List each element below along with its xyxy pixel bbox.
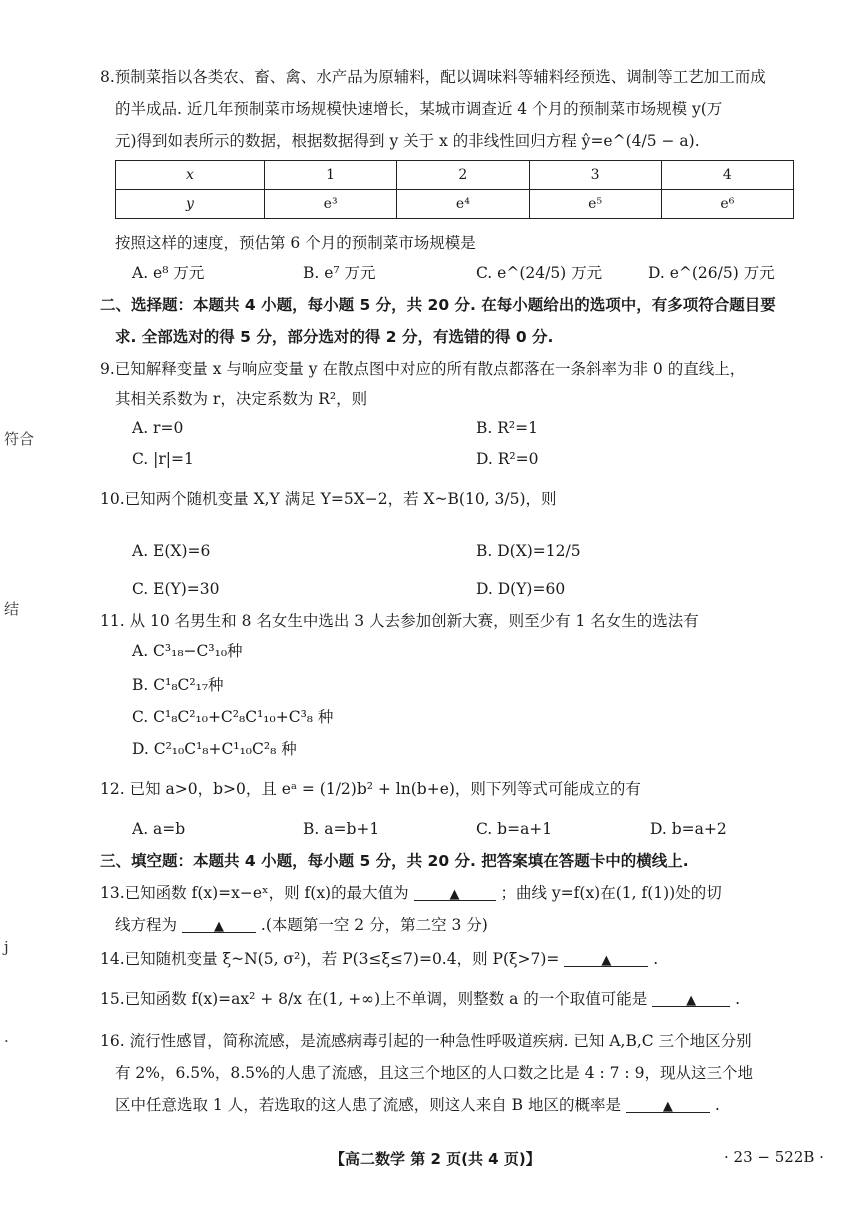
table-cell: e⁶	[661, 190, 793, 219]
q14-text-b: .	[653, 950, 659, 968]
table-cell: 4	[661, 161, 793, 190]
q11-option-c: C. C¹₈C²₁₀+C²₈C¹₁₀+C³₈ 种	[132, 708, 334, 726]
table-cell: e⁴	[397, 190, 529, 219]
q9-option-a: A. r=0	[132, 419, 184, 437]
blank-triangle-icon: ▲	[686, 993, 697, 1008]
table-cell: x	[116, 161, 265, 190]
q16-text-a: 区中任意选取 1 人，若选取的这人患了流感，则这人来自 B 地区的概率是	[115, 1096, 621, 1114]
blank-triangle-icon: ▲	[662, 1099, 673, 1114]
q9-line-2: 其相关系数为 r，决定系数为 R²，则	[115, 390, 368, 408]
q8-line-3: 元)得到如表所示的数据，根据数据得到 y 关于 x 的非线性回归方程 ŷ=e^(4/5 − a).	[115, 132, 700, 150]
answer-blank-13-1	[414, 882, 496, 901]
q14-line	[100, 948, 658, 970]
q10-option-d: D. D(Y)=60	[476, 580, 566, 598]
q13-text-b: ；曲线 y=f(x)在(1, f(1))处的切	[500, 884, 722, 902]
q8-line-2: 的半成品. 近几年预制菜市场规模快速增长，某城市调查近 4 个月的预制菜市场规模 y(万	[115, 100, 723, 118]
q8-option-d: D. e^(26/5) 万元	[648, 264, 775, 282]
table-cell: 2	[397, 161, 529, 190]
blank-triangle-icon: ▲	[213, 919, 224, 934]
margin-mark-1: 符合	[4, 430, 35, 448]
q8-option-b: B. e⁷ 万元	[303, 264, 376, 282]
q12-option-b: B. a=b+1	[303, 820, 380, 838]
q16-line-3	[115, 1094, 720, 1116]
q8-stem-2: 按照这样的速度，预估第 6 个月的预制菜市场规模是	[115, 234, 476, 252]
q9-option-c: C. |r|=1	[132, 450, 194, 468]
blank-triangle-icon: ▲	[449, 887, 460, 902]
q15-text-a: 15.已知函数 f(x)=ax² + 8/x 在(1, +∞)上不单调，则整数 a 的一个取值可能是	[100, 990, 648, 1008]
q8-line-1: 8.预制菜指以各类农、畜、禽、水产品为原辅料，配以调味料等辅料经预选、调制等工艺加工而成	[100, 68, 766, 86]
answer-blank-13-2	[182, 914, 256, 933]
q15-text-b: .	[735, 990, 741, 1008]
q11-option-d: D. C²₁₀C¹₈+C¹₁₀C²₈ 种	[132, 740, 297, 758]
q13-text-d: .(本题第一空 2 分，第二空 3 分)	[260, 916, 488, 934]
answer-blank-14	[564, 948, 648, 967]
q15-line	[100, 988, 740, 1010]
q8-option-a: A. e⁸ 万元	[132, 264, 205, 282]
q13-text-c: 线方程为	[115, 916, 178, 934]
margin-mark-2: 结	[4, 600, 20, 618]
q9-option-d: D. R²=0	[476, 450, 539, 468]
table-row-y	[116, 190, 794, 219]
table-cell: y	[116, 190, 265, 219]
page-footer-code: · 23 − 522B ·	[724, 1148, 824, 1166]
q9-line-1: 9.已知解释变量 x 与响应变量 y 在散点图中对应的所有散点都落在一条斜率为非 0 的直线上，	[100, 360, 746, 378]
q14-text-a: 14.已知随机变量 ξ~N(5, σ²)，若 P(3≤ξ≤7)=0.4，则 P(ξ>7)=	[100, 950, 560, 968]
section-2-heading-cont: 求. 全部选对的得 5 分，部分选对的得 2 分，有选错的得 0 分.	[115, 328, 554, 346]
q11-stem: 11. 从 10 名男生和 8 名女生中选出 3 人去参加创新大赛，则至少有 1 名女生的选法有	[100, 612, 699, 630]
q9-option-b: B. R²=1	[476, 419, 538, 437]
margin-mark-3: j	[4, 938, 9, 956]
section-3-heading: 三、填空题：本题共 4 小题，每小题 5 分，共 20 分. 把答案填在答题卡中的横线上.	[100, 852, 689, 870]
q10-option-b: B. D(X)=12/5	[476, 542, 581, 560]
q12-option-c: C. b=a+1	[476, 820, 553, 838]
q10-stem: 10.已知两个随机变量 X,Y 满足 Y=5X−2，若 X~B(10, 3/5)，则	[100, 490, 557, 508]
page-footer-title: 【高二数学 第 2 页(共 4 页)】	[330, 1150, 541, 1168]
q13-line-2	[115, 914, 488, 936]
q11-option-b: B. C¹₈C²₁₇种	[132, 676, 224, 694]
answer-blank-15	[652, 988, 730, 1007]
table-cell: 1	[265, 161, 397, 190]
q16-line-2: 有 2%，6.5%，8.5%的人患了流感，且这三个地区的人口数之比是 4 : 7 : 9，现从这三个地	[115, 1064, 753, 1082]
q8-option-c: C. e^(24/5) 万元	[476, 264, 603, 282]
q16-line-1: 16. 流行性感冒，简称流感，是流感病毒引起的一种急性呼吸道疾病. 已知 A,B,C 三个地区分别	[100, 1032, 752, 1050]
q12-stem: 12. 已知 a>0，b>0，且 eᵃ = (1/2)b² + ln(b+e)，则下列等式可能成立的有	[100, 780, 641, 798]
table-cell: e⁵	[529, 190, 661, 219]
q10-option-c: C. E(Y)=30	[132, 580, 220, 598]
table-cell: e³	[265, 190, 397, 219]
q13-text-a: 13.已知函数 f(x)=x−eˣ，则 f(x)的最大值为	[100, 884, 409, 902]
table-cell: 3	[529, 161, 661, 190]
q16-text-b: .	[714, 1096, 720, 1114]
q13-line-1	[100, 882, 722, 904]
q12-option-d: D. b=a+2	[650, 820, 727, 838]
answer-blank-16	[626, 1094, 710, 1113]
q8-data-table	[115, 160, 794, 219]
q11-option-a: A. C³₁₈−C³₁₀种	[132, 642, 243, 660]
q10-option-a: A. E(X)=6	[132, 542, 211, 560]
q12-option-a: A. a=b	[132, 820, 186, 838]
section-2-heading: 二、选择题：本题共 4 小题，每小题 5 分，共 20 分. 在每小题给出的选项中，有多项符合题目要	[100, 296, 776, 314]
table-row-x	[116, 161, 794, 190]
margin-mark-4: ·	[4, 1032, 9, 1050]
blank-triangle-icon: ▲	[601, 953, 612, 968]
